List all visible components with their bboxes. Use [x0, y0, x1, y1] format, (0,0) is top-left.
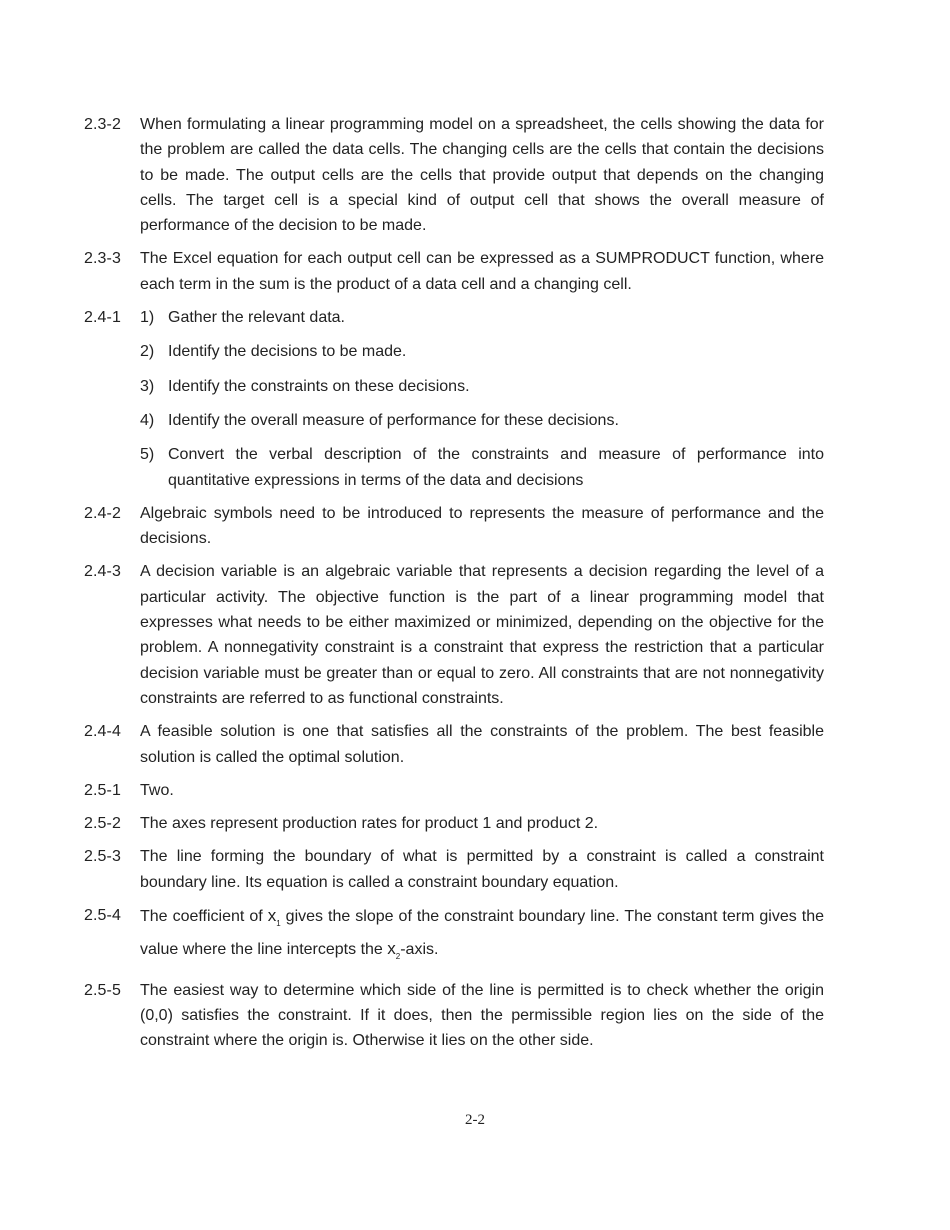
answer-2-5-1	[84, 778, 824, 803]
variable-x: x	[267, 906, 277, 926]
step-label: 4)	[140, 411, 155, 429]
answer-number: 2.5-1	[84, 781, 121, 799]
variable-x: x	[387, 939, 396, 959]
step-label: 3)	[140, 377, 155, 395]
step-text: Identify the decisions to be made.	[168, 343, 407, 361]
answer-number: 2.3-3	[84, 250, 121, 268]
answer-2-5-5	[84, 978, 824, 1054]
answer-text: The easiest way to determine which side of the line is permitted is to check whether the origin (0,0) satisfies the constraint. If it does, then the permissible region lies on the side of the constraint where the origin is. Otherwise it lies on the other side.	[140, 981, 824, 1050]
step-text: Identify the overall measure of performance for these decisions.	[168, 411, 619, 429]
answer-2-5-3	[84, 844, 824, 895]
step-text: Gather the relevant data.	[168, 309, 345, 327]
step-label: 5)	[140, 446, 155, 464]
answer-text: When formulating a linear programming model on a spreadsheet, the cells showing the data for the problem are called the data cells. The changing cells are the cells that contain the decisions to be made. The output cells are the cells that provide output that depends on the changing cells. The target cell is a special kind of output cell that shows the overall measure of performance of the decision to be made.	[140, 116, 824, 235]
answer-2-4-1	[84, 305, 824, 493]
answer-number: 2.5-2	[84, 815, 121, 833]
answer-text: A feasible solution is one that satisfies all the constraints of the problem. The best feasible solution is called the optimal solution.	[140, 723, 824, 766]
step-item	[140, 339, 824, 364]
text-segment: -axis.	[400, 941, 439, 959]
answer-number: 2.4-1	[84, 309, 121, 327]
step-text: Convert the verbal description of the constraints and measure of performance into quantitative expressions in terms of the data and decisions	[168, 446, 824, 489]
answer-number: 2.5-4	[84, 907, 121, 925]
answer-2-4-4	[84, 719, 824, 770]
answer-number: 2.4-4	[84, 723, 121, 741]
answer-number: 2.4-2	[84, 504, 121, 522]
step-label: 1)	[140, 309, 155, 327]
answer-text: The Excel equation for each output cell can be expressed as a SUMPRODUCT function, where each term in the sum is the product of a data cell and a changing cell.	[140, 250, 824, 293]
answer-text: A decision variable is an algebraic variable that represents a decision regarding the level of a particular activity. The objective function is the part of a linear programming model that expresses what needs to be either maximized or minimized, depending on the objective for the problem. A nonnegativity constraint is a constraint that express the restriction that a particular decision variable must be greater than or equal to zero. All constraints that are not nonnegativity constraints are referred to as functional constraints.	[140, 563, 824, 707]
answer-text: Two.	[140, 781, 174, 799]
step-item	[140, 442, 824, 493]
step-item	[140, 305, 824, 330]
answer-text: The axes represent production rates for product 1 and product 2.	[140, 815, 599, 833]
step-text: Identify the constraints on these decisions.	[168, 377, 470, 395]
answer-text: The line forming the boundary of what is permitted by a constraint is called a constraint boundary line. Its equation is called a constraint boundary equation.	[140, 848, 824, 891]
step-label: 2)	[140, 343, 155, 361]
answer-number: 2.3-2	[84, 116, 121, 133]
answer-number: 2.5-5	[84, 981, 121, 999]
answer-list	[84, 112, 824, 1062]
page-number: 2-2	[465, 1112, 485, 1128]
step-item	[140, 408, 824, 433]
answer-2-5-4	[84, 903, 824, 970]
answer-2-3-3	[84, 246, 824, 297]
step-list	[140, 305, 824, 493]
text-segment: gives the slope of the constraint boundary line. The constant term gives the value where the line intercepts the	[140, 908, 825, 959]
answer-number: 2.5-3	[84, 848, 121, 866]
text-segment: The coefficient of	[140, 908, 268, 926]
step-item	[140, 374, 824, 399]
answer-text: Algebraic symbols need to be introduced to represents the measure of performance and the decisions.	[140, 504, 824, 548]
answer-2-5-2	[84, 811, 824, 836]
answer-number: 2.4-3	[84, 563, 121, 581]
subscript: 1	[276, 919, 281, 929]
answer-2-4-2	[84, 501, 824, 552]
answer-2-3-2	[84, 112, 824, 238]
answer-text	[140, 903, 824, 970]
subscript: 2	[395, 952, 401, 962]
answer-2-4-3	[84, 559, 824, 711]
